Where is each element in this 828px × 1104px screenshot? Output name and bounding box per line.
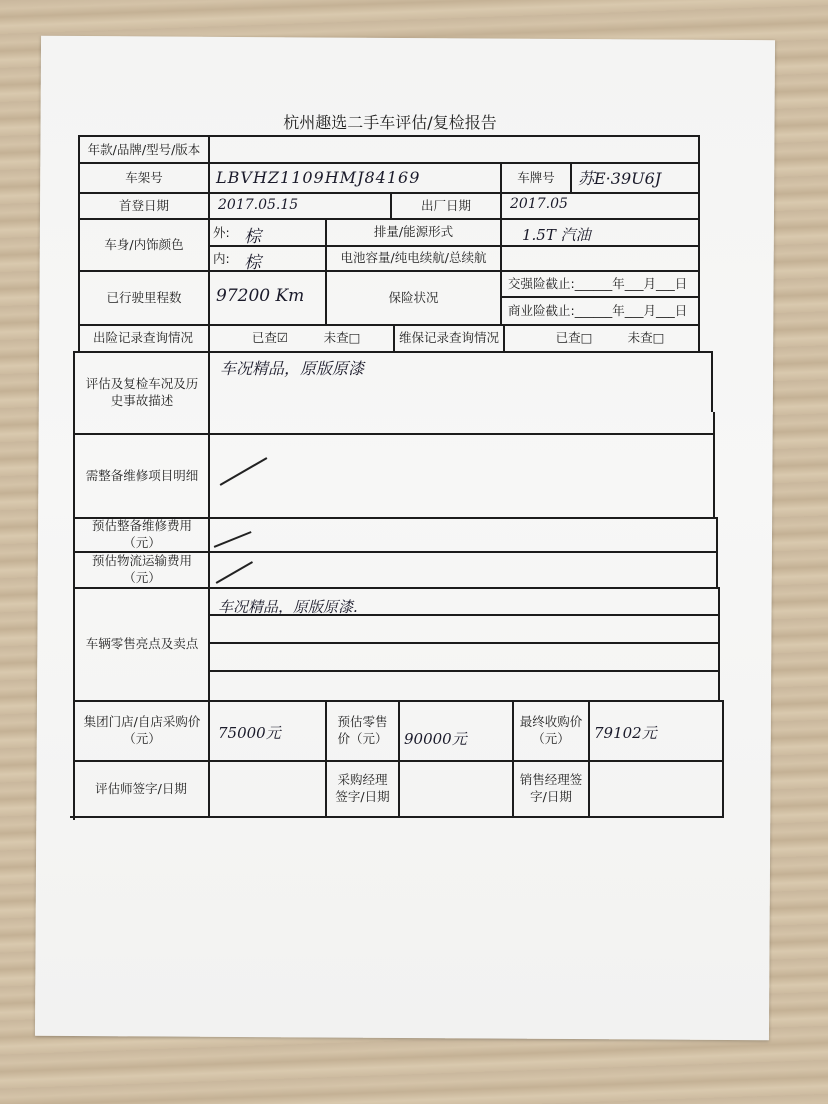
rule [500,192,502,218]
rule [711,352,713,412]
label-factory-date: 出厂日期 [420,197,471,213]
value-condition-desc: 车况精品，原版原漆 [220,359,365,378]
report-title: 杭州趣选二手车评估/复检报告 [283,113,497,132]
rule [398,700,400,818]
empty-mark-repair-items [220,457,268,485]
label-purchase-price: 集团门店/自店采购价（元） [83,714,201,746]
empty-mark-logistics-cost [216,561,253,583]
rule [588,700,590,818]
value-factory-date: 2017.05 [510,196,568,212]
label-mileage: 已行驶里程数 [106,289,182,305]
label-est-retail: 预估零售价（元） [337,714,388,746]
value-vin: LBVHZ1109HMJ84169 [216,168,421,187]
value-interior-color: 棕 [244,253,261,273]
rule [78,135,700,137]
label-compulsory-insurance: 交强险截止:______年___月___日 [508,275,688,291]
label-appraiser-sign: 评估师签字/日期 [95,780,187,796]
rule [722,700,724,818]
rule [500,218,502,324]
empty-mark-repair-cost [214,531,252,547]
rule [208,670,718,672]
checkbox-maint-queried[interactable]: 已查□ [555,330,593,346]
rule [208,642,718,644]
label-logistics-cost: 预估物流运输费用（元） [91,553,192,585]
label-interior: 内: [213,250,230,266]
label-sales-mgr-sign: 销售经理签字/日期 [519,772,583,804]
rule [70,816,724,818]
label-insurance: 保险状况 [388,289,439,305]
value-mileage: 97200 Km [216,286,305,306]
label-plate: 车牌号 [517,169,555,185]
label-maint-query: 维保记录查询情况 [398,330,499,346]
label-displacement: 排量/能源形式 [373,224,454,240]
value-first-reg: 2017.05.15 [218,197,299,213]
label-exterior: 外: [213,224,230,240]
value-est-retail: 90000元 [404,730,467,748]
rule [713,412,715,517]
value-exterior-color: 棕 [244,227,261,247]
rule [718,587,720,700]
label-final-price: 最终收购价（元） [519,714,583,746]
label-vin: 车架号 [125,169,163,185]
value-highlights: 车况精品，原版原漆. [218,598,358,616]
label-purchase-mgr-sign: 采购经理签字/日期 [335,772,390,804]
rule [570,162,572,192]
label-highlights: 车辆零售亮点及卖点 [85,636,199,652]
checkbox-accident-queried[interactable]: 已查☑ [251,330,289,346]
label-repair-items: 需整备维修项目明细 [85,467,199,483]
rule [73,352,75,820]
label-accident-query: 出险记录查询情况 [92,330,193,346]
value-final-price: 79102元 [594,724,657,742]
value-plate: 苏E·39U6J [578,169,662,188]
label-commercial-insurance: 商业险截止:______年___月___日 [508,302,688,318]
label-repair-cost: 预估整备维修费用（元） [91,518,192,550]
label-model: 年款/品牌/型号/版本 [87,141,201,157]
label-battery: 电池容量/纯电续航/总续航 [340,250,487,266]
value-displacement: 1.5T 汽油 [522,226,591,244]
rule [503,324,505,352]
value-purchase-price: 75000元 [218,724,281,742]
label-condition-desc: 评估及复检车况及历史事故描述 [85,376,199,408]
rule [208,135,210,818]
checkbox-maint-not-queried[interactable]: 未查□ [627,330,665,346]
checkbox-accident-not-queried[interactable]: 未查□ [323,330,361,346]
label-body-color: 车身/内饰颜色 [104,236,184,252]
label-first-reg: 首登日期 [118,197,169,213]
